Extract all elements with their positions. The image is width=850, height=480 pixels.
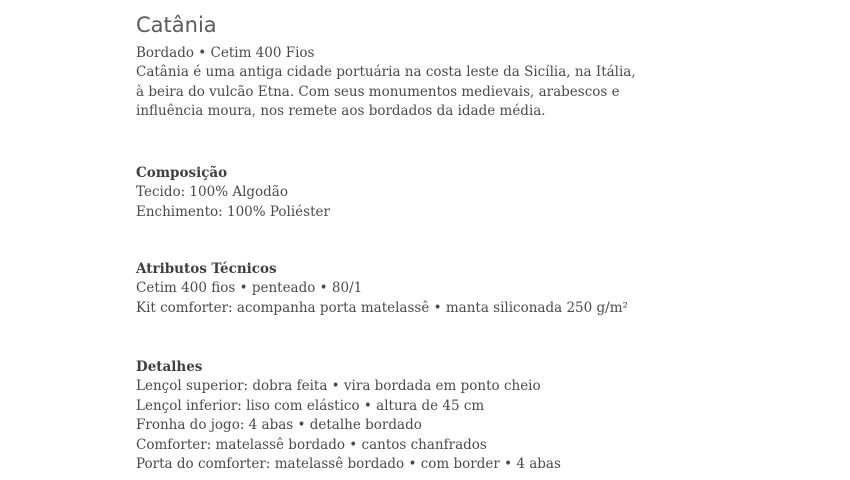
details-line: Fronha do jogo: 4 abas • detalhe bordado: [136, 417, 422, 434]
technical-attribute-line: Cetim 400 fios • penteado • 80/1: [136, 280, 363, 297]
technical-attributes-heading: Atributos Técnicos: [136, 261, 277, 277]
technical-attributes-section: [136, 260, 628, 318]
composition-line: Tecido: 100% Algodão: [136, 184, 288, 201]
details-line: Lençol inferior: liso com elástico • altura de 45 cm: [136, 397, 485, 414]
description-line: influência moura, nos remete aos bordados da idade média.: [136, 103, 546, 120]
composition-line: Enchimento: 100% Poliéster: [136, 203, 330, 220]
product-title: Catânia: [136, 13, 217, 37]
composition-heading: Composição: [136, 165, 228, 181]
details-line: Lençol superior: dobra feita • vira bordada em ponto cheio: [136, 378, 541, 395]
technical-attribute-line: Kit comforter: acompanha porta matelassê • manta siliconada 250 g/m²: [136, 299, 628, 316]
composition-section: [136, 164, 330, 222]
details-section: [136, 358, 561, 474]
details-line: Porta do comforter: matelassê bordado • com border • 4 abas: [136, 456, 561, 473]
details-line: Comforter: matelassê bordado • cantos chanfrados: [136, 436, 487, 453]
product-intro: [136, 10, 636, 122]
description-line: à beira do vulcão Etna. Com seus monumentos medievais, arabescos e: [136, 83, 620, 100]
details-heading: Detalhes: [136, 359, 203, 375]
description-line: Catânia é uma antiga cidade portuária na costa leste da Sicília, na Itália,: [136, 64, 636, 81]
product-subtitle: Bordado • Cetim 400 Fios: [136, 45, 315, 61]
